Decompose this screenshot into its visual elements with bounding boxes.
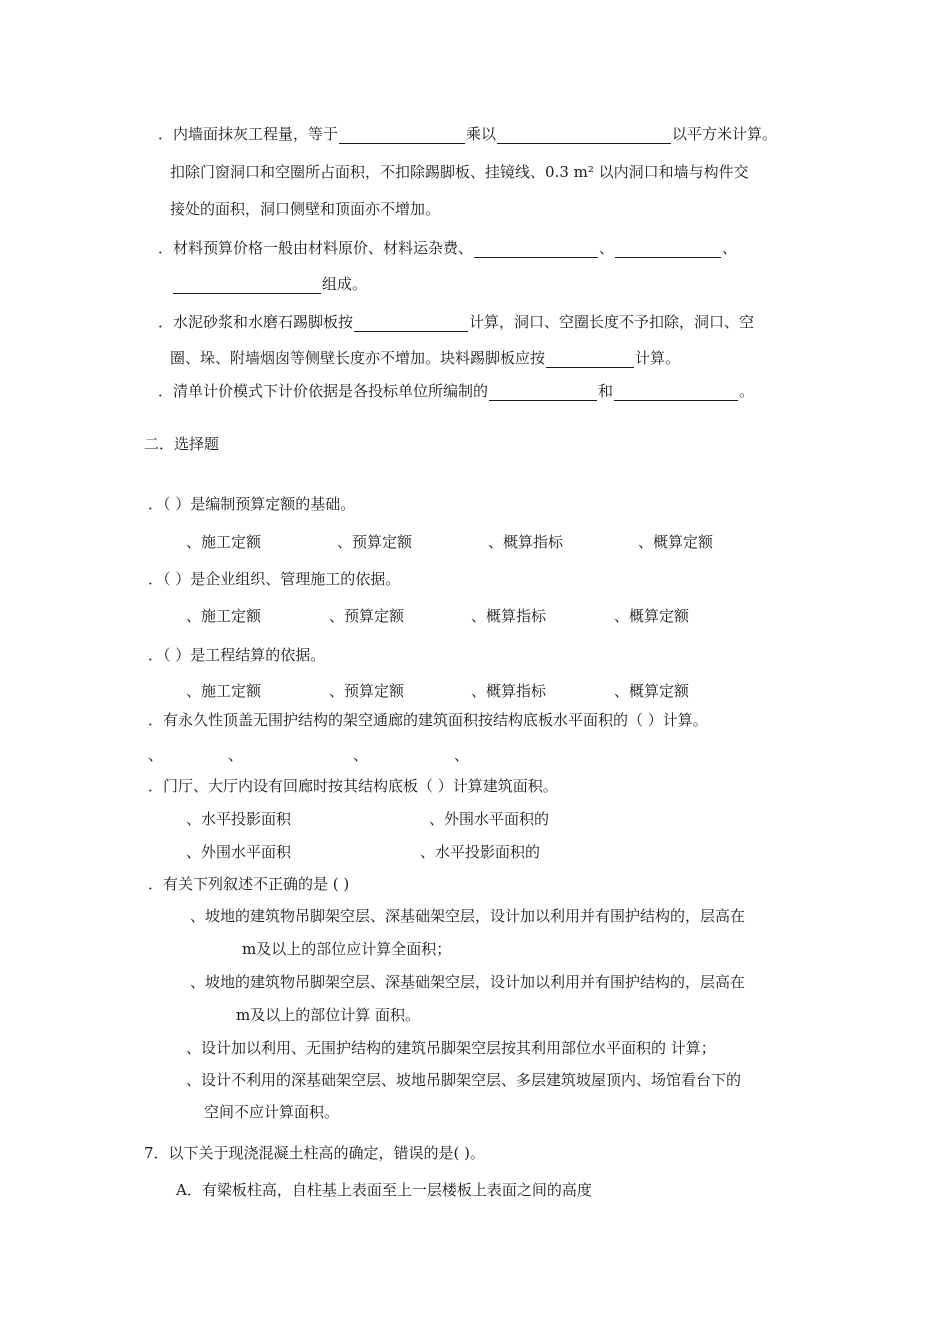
- fill-q4-text-a: ．清单计价模式下计价依据是各投标单位所编制的: [158, 382, 489, 400]
- choice-q6-stem: ．有关下列叙述不正确的是 ( ): [148, 875, 350, 893]
- fill-q1-blank-1[interactable]: [339, 127, 465, 144]
- fill-q2-text-c: 、: [722, 239, 738, 257]
- section-title: 二．选择题: [144, 435, 220, 453]
- choice-q6-option-d[interactable]: 、设计不利用的深基础架空层、坡地吊脚架空层、多层建筑坡屋顶内、场馆看台下的: [186, 1071, 742, 1089]
- choice-q3-option-c[interactable]: 、概算指标: [471, 682, 547, 700]
- choice-q5-stem: ．门厅、大厅内设有回廊时按其结构底板（ ）计算建筑面积。: [148, 777, 558, 795]
- fill-q1-line3: 接处的面积，洞口侧壁和顶面亦不增加。: [170, 200, 441, 218]
- choice-q5-option-d[interactable]: 、水平投影面积的: [420, 843, 541, 861]
- fill-q1-text-a: ．内墙面抹灰工程量，等于: [158, 125, 339, 143]
- choice-q7-stem: 7．以下关于现浇混凝土柱高的确定，错误的是( )。: [144, 1144, 486, 1162]
- fill-q3-blank-2[interactable]: [546, 351, 634, 368]
- choice-q6-option-a[interactable]: 、坡地的建筑物吊脚架空层、深基础架空层，设计加以利用并有围护结构的，层高在: [190, 907, 746, 925]
- choice-q6-option-d-cont: 空间不应计算面积。: [204, 1103, 340, 1121]
- fill-q3-text-a: ．水泥砂浆和水磨石踢脚板按: [158, 313, 354, 331]
- fill-q1-text-b: 乘以: [466, 125, 497, 143]
- choice-q7-option-a[interactable]: A．有梁板柱高，自柱基上表面至上一层楼板上表面之间的高度: [176, 1181, 592, 1199]
- choice-q1-option-b[interactable]: 、预算定额: [337, 533, 413, 551]
- fill-q1-line2: 扣除门窗洞口和空圈所占面积，不扣除踢脚板、挂镜线、0.3 m² 以内洞口和墙与构件交: [170, 163, 749, 181]
- choice-q2-stem: ．（ ）是企业组织、管理施工的依据。: [148, 570, 401, 588]
- choice-q3-option-d[interactable]: 、概算定额: [614, 682, 690, 700]
- choice-q3-option-b[interactable]: 、预算定额: [329, 682, 405, 700]
- fill-q1-blank-2[interactable]: [497, 127, 671, 144]
- fill-q2-text-b: 、: [599, 239, 615, 257]
- choice-q1-stem: ．（ ）是编制预算定额的基础。: [148, 495, 356, 513]
- fill-q4-text-c: 。: [739, 382, 755, 400]
- choice-q2-option-d[interactable]: 、概算定额: [614, 607, 690, 625]
- choice-q6-option-a-cont: m及以上的部位应计算全面积；: [242, 940, 452, 958]
- choice-q2-option-a[interactable]: 、施工定额: [186, 607, 262, 625]
- fill-q4-blank-1[interactable]: [489, 384, 597, 401]
- fill-q4-line: [158, 381, 754, 401]
- choice-q1-option-c[interactable]: 、概算指标: [488, 533, 564, 551]
- fill-q3-text-d: 计算。: [635, 349, 681, 367]
- choice-q4-option-b[interactable]: 、: [228, 746, 244, 764]
- choice-q2-option-b[interactable]: 、预算定额: [329, 607, 405, 625]
- choice-q6-option-c[interactable]: 、设计加以利用、无围护结构的建筑吊脚架空层按其利用部位水平面积的 计算；: [186, 1039, 716, 1057]
- choice-q3-stem: ．（ ）是工程结算的依据。: [148, 646, 326, 664]
- choice-q1-option-a[interactable]: 、施工定额: [186, 533, 262, 551]
- fill-q4-text-b: 和: [598, 382, 614, 400]
- choice-q4-option-c[interactable]: 、: [353, 746, 369, 764]
- choice-q4-option-a[interactable]: 、: [148, 746, 164, 764]
- choice-q5-option-c[interactable]: 、外围水平面积: [186, 843, 292, 861]
- fill-q2-text-a: ．材料预算价格一般由材料原价、材料运杂费、: [158, 239, 474, 257]
- choice-q6-option-b[interactable]: 、坡地的建筑物吊脚架空层、深基础架空层，设计加以利用并有围护结构的，层高在: [190, 973, 746, 991]
- fill-q2-line1: [158, 238, 737, 258]
- fill-q1-text-c: 以平方米计算。: [672, 125, 778, 143]
- fill-q3-text-b: 计算，洞口、空圈长度不予扣除，洞口、空: [469, 313, 755, 331]
- choice-q1-option-d[interactable]: 、概算定额: [638, 533, 714, 551]
- fill-q2-blank-2[interactable]: [615, 241, 721, 258]
- fill-q3-line2: [170, 348, 680, 368]
- fill-q3-line1: [158, 312, 754, 332]
- choice-q5-option-a[interactable]: 、水平投影面积: [186, 810, 292, 828]
- choice-q4-stem: ．有永久性顶盖无围护结构的架空通廊的建筑面积按结构底板水平面积的（ ）计算。: [148, 711, 708, 729]
- fill-q3-text-c: 圈、垛、附墙烟囱等侧壁长度亦不增加。块料踢脚板应按: [170, 349, 546, 367]
- fill-q2-blank-3[interactable]: [173, 277, 321, 294]
- fill-q1-line1: [158, 124, 777, 144]
- fill-q4-blank-2[interactable]: [614, 384, 738, 401]
- choice-q5-option-b[interactable]: 、外围水平面积的: [429, 810, 550, 828]
- fill-q2-line2: [172, 274, 367, 294]
- choice-q2-option-c[interactable]: 、概算指标: [471, 607, 547, 625]
- choice-q6-option-b-cont: m及以上的部位计算 面积。: [236, 1006, 420, 1024]
- fill-q3-blank-1[interactable]: [354, 315, 468, 332]
- fill-q2-text-d: 组成。: [322, 275, 368, 293]
- choice-q3-option-a[interactable]: 、施工定额: [186, 682, 262, 700]
- choice-q4-option-d[interactable]: 、: [454, 746, 470, 764]
- fill-q2-blank-1[interactable]: [474, 241, 598, 258]
